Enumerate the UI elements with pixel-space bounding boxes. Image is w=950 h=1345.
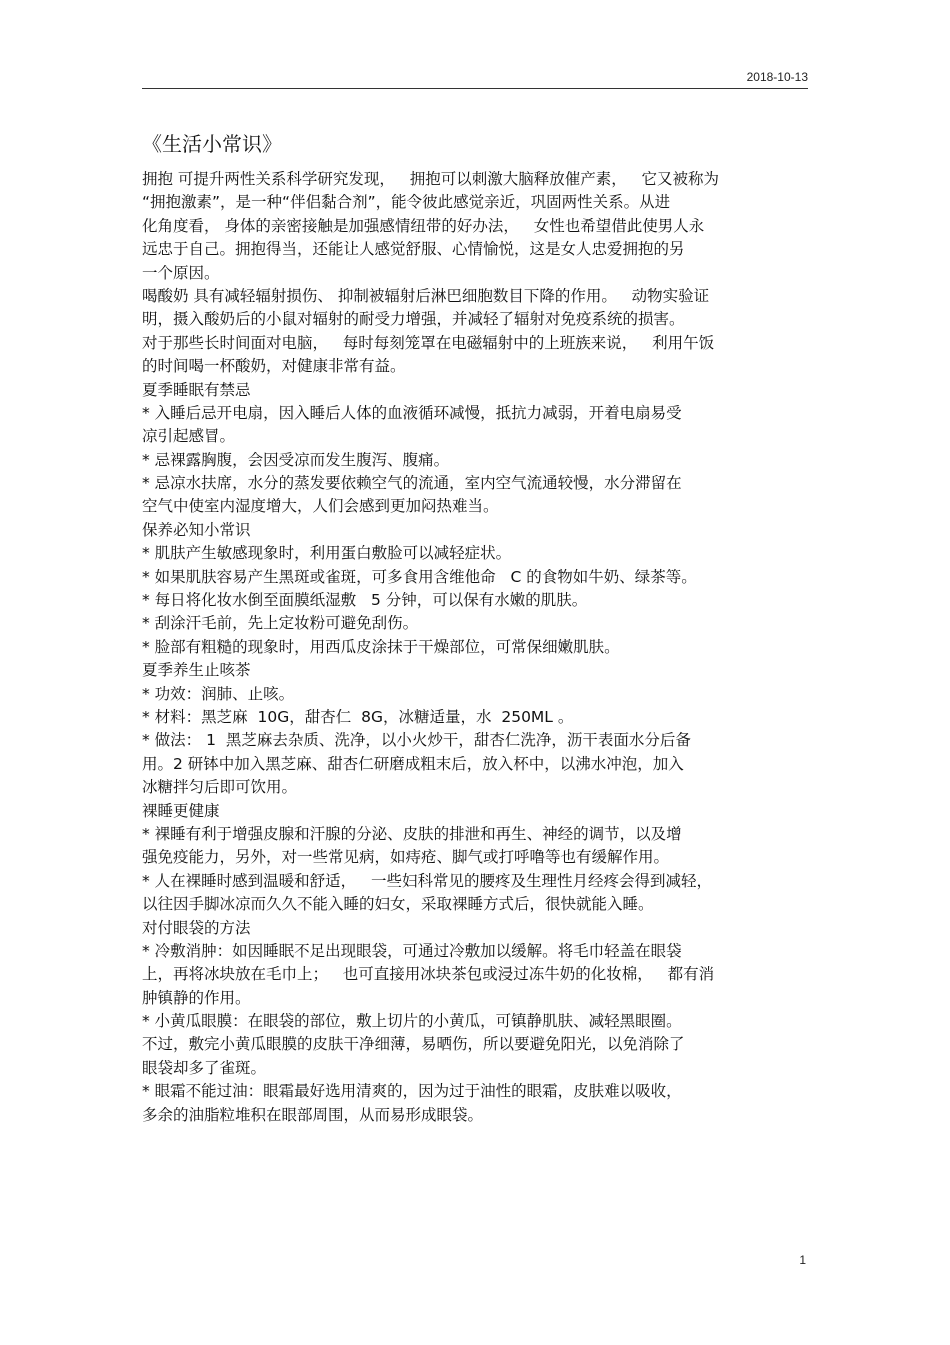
page-number: 1 <box>799 1253 806 1267</box>
text-line: * 刮涂汗毛前，先上定妆粉可避免刮伤。 <box>142 614 419 633</box>
document-title: 《生活小常识》 <box>142 132 282 156</box>
text-line: 明，摄入酸奶后的小鼠对辐射的耐受力增强，并减轻了辐射对免疫系统的损害。 <box>142 310 685 329</box>
text-line: 拥抱 可提升两性关系科学研究发现， 拥抱可以刺激大脑释放催产素， 它又被称为 <box>142 170 719 188</box>
text-line: 对于那些长时间面对电脑， 每时每刻笼罩在电磁辐射中的上班族来说， 利用午饭 <box>142 333 715 352</box>
text-line: 强免疫能力，另外，对一些常见病，如痔疮、脚气或打呼噜等也有缓解作用。 <box>142 848 670 867</box>
text-line: 多余的油脂粒堆积在眼部周围，从而易形成眼袋。 <box>142 1105 484 1124</box>
text-line: * 功效：润肺、止咳。 <box>142 684 295 703</box>
document-body <box>142 168 812 1127</box>
text-line: * 裸睡有利于增强皮腺和汗腺的分泌、皮肤的排泄和再生、神经的调节，以及增 <box>142 824 682 843</box>
text-line: 肿镇静的作用。 <box>142 988 251 1007</box>
text-line: * 肌肤产生敏感现象时，利用蛋白敷脸可以减轻症状。 <box>142 544 512 563</box>
text-line: 化角度看， 身体的亲密接触是加强感情纽带的好办法， 女性也希望借此使男人永 <box>142 216 705 235</box>
text-line: * 做法： 1 黑芝麻去杂质、洗净，以小火炒干，甜杏仁洗净，沥干表面水分后备 <box>142 731 691 750</box>
text-line: 喝酸奶 具有减轻辐射损伤、 抑制被辐射后淋巴细胞数目下降的作用。 动物实验证 <box>142 286 710 305</box>
text-line: * 忌裸露胸腹，会因受凉而发生腹泻、腹痛。 <box>142 450 450 469</box>
text-line: 一个原因。 <box>142 263 220 282</box>
text-line: 凉引起感冒。 <box>142 427 236 446</box>
header-divider <box>142 88 808 89</box>
text-line: * 冷敷消肿：如因睡眠不足出现眼袋，可通过冷敷加以缓解。将毛巾轻盖在眼袋 <box>142 941 682 960</box>
text-line: 远忠于自己。拥抱得当，还能让人感觉舒服、心情愉悦，这是女人忠爱拥抱的另 <box>142 240 685 259</box>
text-line: 空气中使室内湿度增大，人们会感到更加闷热难当。 <box>142 497 499 516</box>
text-line: 眼袋却多了雀斑。 <box>142 1058 267 1077</box>
text-line: * 人在裸睡时感到温暖和舒适， 一些妇科常见的腰疼及生理性月经疼会得到减轻， <box>142 871 712 890</box>
section-heading: 夏季睡眠有禁忌 <box>142 380 251 399</box>
text-line: * 材料：黑芝麻 10G，甜杏仁 8G，冰糖适量，水 250ML 。 <box>142 707 574 726</box>
text-line: * 眼霜不能过油：眼霜最好选用清爽的，因为过于油性的眼霜，皮肤难以吸收， <box>142 1082 682 1101</box>
text-line: * 小黄瓜眼膜：在眼袋的部位，敷上切片的小黄瓜，可镇静肌肤、减轻黑眼圈。 <box>142 1012 682 1031</box>
text-line: “拥抱激素”，是一种“伴侣黏合剂”，能令彼此感觉亲近，巩固两性关系。从进 <box>142 193 671 212</box>
text-line: 不过，敷完小黄瓜眼膜的皮肤干净细薄，易晒伤，所以要避免阳光，以免消除了 <box>142 1035 685 1054</box>
text-line: * 脸部有粗糙的现象时，用西瓜皮涂抹于干燥部位，可常保细嫩肌肤。 <box>142 637 620 656</box>
header-date: 2018-10-13 <box>746 70 808 84</box>
section-heading: 对付眼袋的方法 <box>142 918 251 937</box>
text-line: 用。2 研钵中加入黑芝麻、甜杏仁研磨成粗末后，放入杯中，以沸水冲泡，加入 <box>142 754 684 773</box>
section-heading: 保养必知小常识 <box>142 520 251 539</box>
section-heading: 夏季养生止咳茶 <box>142 661 251 680</box>
text-line: * 忌凉水扶席，水分的蒸发要依赖空气的流通，室内空气流通较慢，水分滞留在 <box>142 474 682 493</box>
text-line: 上，再将冰块放在毛巾上； 也可直接用冰块茶包或浸过冻牛奶的化妆棉， 都有消 <box>142 965 715 984</box>
text-line: 的时间喝一杯酸奶，对健康非常有益。 <box>142 357 406 376</box>
text-line: 冰糖拌匀后即可饮用。 <box>142 778 298 797</box>
text-line: * 如果肌肤容易产生黑斑或雀斑，可多食用含维他命 C 的食物如牛奶、绿茶等。 <box>142 567 697 586</box>
text-line: * 入睡后忌开电扇，因入睡后人体的血液循环减慢，抵抗力减弱，开着电扇易受 <box>142 403 682 422</box>
text-line: 以往因手脚冰凉而久久不能入睡的妇女，采取裸睡方式后，很快就能入睡。 <box>142 895 654 914</box>
text-line: * 每日将化妆水倒至面膜纸湿敷 5 分钟，可以保有水嫩的肌肤。 <box>142 591 588 610</box>
section-heading: 裸睡更健康 <box>142 801 220 820</box>
